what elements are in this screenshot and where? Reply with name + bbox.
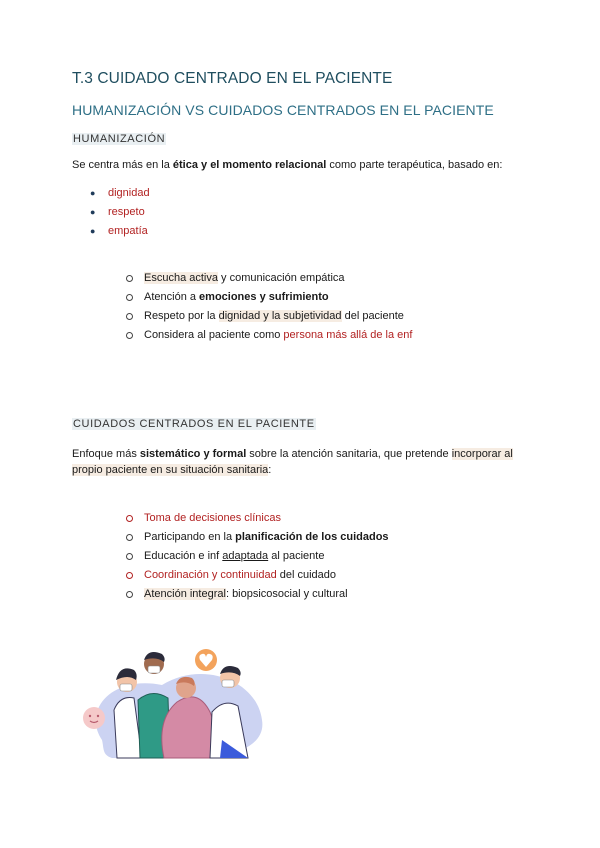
- section-title: HUMANIZACIÓN VS CUIDADOS CENTRADOS EN EL PACIENTE: [72, 102, 494, 118]
- patient-care-illustration: [72, 640, 272, 765]
- circle-bullet-icon: [126, 591, 133, 598]
- smiley-bubble-icon: [83, 707, 105, 729]
- circle-bullet-icon: [126, 515, 133, 522]
- circle-bullet-icon: [126, 572, 133, 579]
- circle-bullet-icon: [126, 275, 133, 282]
- bullet-icon: ●: [90, 207, 96, 217]
- circle-bullet-icon: [126, 553, 133, 560]
- heading-humanizacion: HUMANIZACIÓN: [73, 133, 166, 145]
- document-page: T.3 CUIDADO CENTRADO EN EL PACIENTE HUMANIZACIÓN VS CUIDADOS CENTRADOS EN EL PACIENTE HUMANIZACIÓN Se centra más en la ética y el momento relacional como parte terapéutica, basado en: ● dignidad ● respeto ● empatía Escucha activa y comunicación empática Atención a emociones y sufrimiento Respeto por la dignidad y la subjetividad del paciente Considera al paciente como persona más allá de la enf CUIDADOS CENTRADOS EN EL PACIENTE Enfoque más sistemático y formal sobre la atención sanitaria, que pretende incorporar al propio paciente en su situación sanitaria: Toma de decisiones clínicas Participando en la planificación de los cuidados Educación e inf adaptada al paciente Coordinación y continuidad del cuidado Atención integral: biopsicosocial y cultural: [0, 0, 600, 848]
- circle-bullet-icon: [126, 313, 133, 320]
- heading-cuidados-centrados: CUIDADOS CENTRADOS EN EL PACIENTE: [73, 418, 315, 430]
- circle-bullet-icon: [126, 534, 133, 541]
- circle-bullet-icon: [126, 332, 133, 339]
- ccp-intro: Enfoque más sistemático y formal sobre la atención sanitaria, que pretende incorporar al propio paciente en su situación sanitaria:: [72, 448, 513, 476]
- humanizacion-intro: Se centra más en la ética y el momento relacional como parte terapéutica, basado en:: [72, 159, 503, 171]
- circle-bullet-icon: [126, 294, 133, 301]
- bullet-icon: ●: [90, 226, 96, 236]
- heart-bubble-icon: [195, 649, 217, 671]
- document-title: T.3 CUIDADO CENTRADO EN EL PACIENTE: [72, 70, 393, 87]
- bullet-icon: ●: [90, 188, 96, 198]
